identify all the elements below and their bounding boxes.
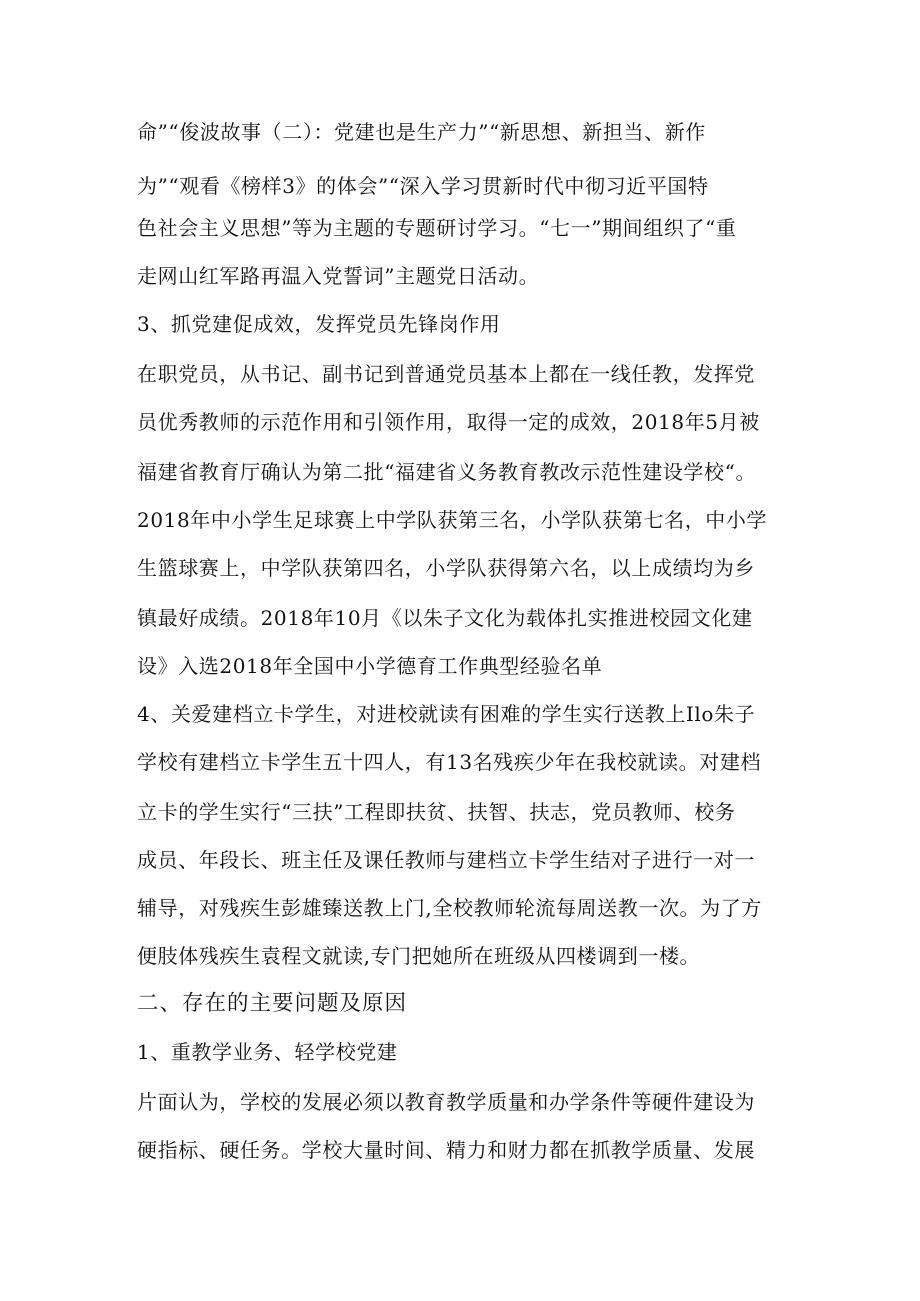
text-line: 生篮球赛上，中学队获第四名，小学队获得第六名，以上成绩均为乡 [137, 556, 755, 580]
text-line: 在职党员，从书记、副书记到普通党员基本上都在一线任教，发挥党 [137, 362, 755, 386]
text-line: 便肢体残疾生袁程文就读,专门把她所在班级从四楼调到一楼。 [137, 944, 701, 968]
text-line: 学校有建档立卡学生五十四人，有13名残疾少年在我校就读。对建档 [137, 750, 762, 774]
section-heading: 4、关爱建档立卡学生，对进校就读有困难的学生实行送教上Ilo朱子 [137, 702, 756, 726]
text-line: 片面认为，学校的发展必须以教育教学质量和办学条件等硬件建设为 [137, 1090, 755, 1114]
text-line: 走网山红军路再温入党誓词”主题党日活动。 [137, 264, 540, 288]
text-line: 设》入选2018年全国中小学德育工作典型经验名单 [137, 654, 603, 678]
text-line: 命”“俊波故事（二）：党建也是生产力”“新思想、新担当、新作 [137, 120, 706, 144]
text-line: 辅导，对残疾生彭雄臻送教上门,全校教师轮流每周送教一次。为了方 [137, 896, 762, 920]
section-heading: 3、抓党建促成效，发挥党员先锋岗作用 [137, 312, 501, 336]
text-line: 2018年中小学生足球赛上中学队获第三名，小学队获第七名，中小学 [137, 508, 768, 532]
chapter-heading: 二、存在的主要问题及原因 [137, 991, 408, 1016]
text-line: 为”“观看《榜样3》的体会”“深入学习贯新时代中彻习近平国特 [137, 174, 709, 198]
text-line: 福建省教育厅确认为第二批“福建省义务教育教改示范性建设学校“。 [137, 460, 757, 484]
text-line: 硬指标、硬任务。学校大量时间、精力和财力都在抓教学质量、发展 [137, 1138, 755, 1162]
text-line: 镇最好成绩。2018年10月《以朱子文化为载体扎实推进校园文化建 [137, 606, 753, 630]
text-line: 成员、年段长、班主任及课任教师与建档立卡学生结对子进行一对一 [137, 848, 755, 872]
section-heading: 1、重教学业务、轻学校党建 [137, 1040, 398, 1064]
text-line: 立卡的学生实行“三扶”工程即扶贫、扶智、扶志，党员教师、校务 [137, 800, 736, 824]
text-line: 色社会主义思想”等为主题的专题研讨学习。“七一”期间组织了“重 [137, 216, 737, 240]
text-line: 员优秀教师的示范作用和引领作用，取得一定的成效，2018年5月被 [137, 410, 760, 434]
